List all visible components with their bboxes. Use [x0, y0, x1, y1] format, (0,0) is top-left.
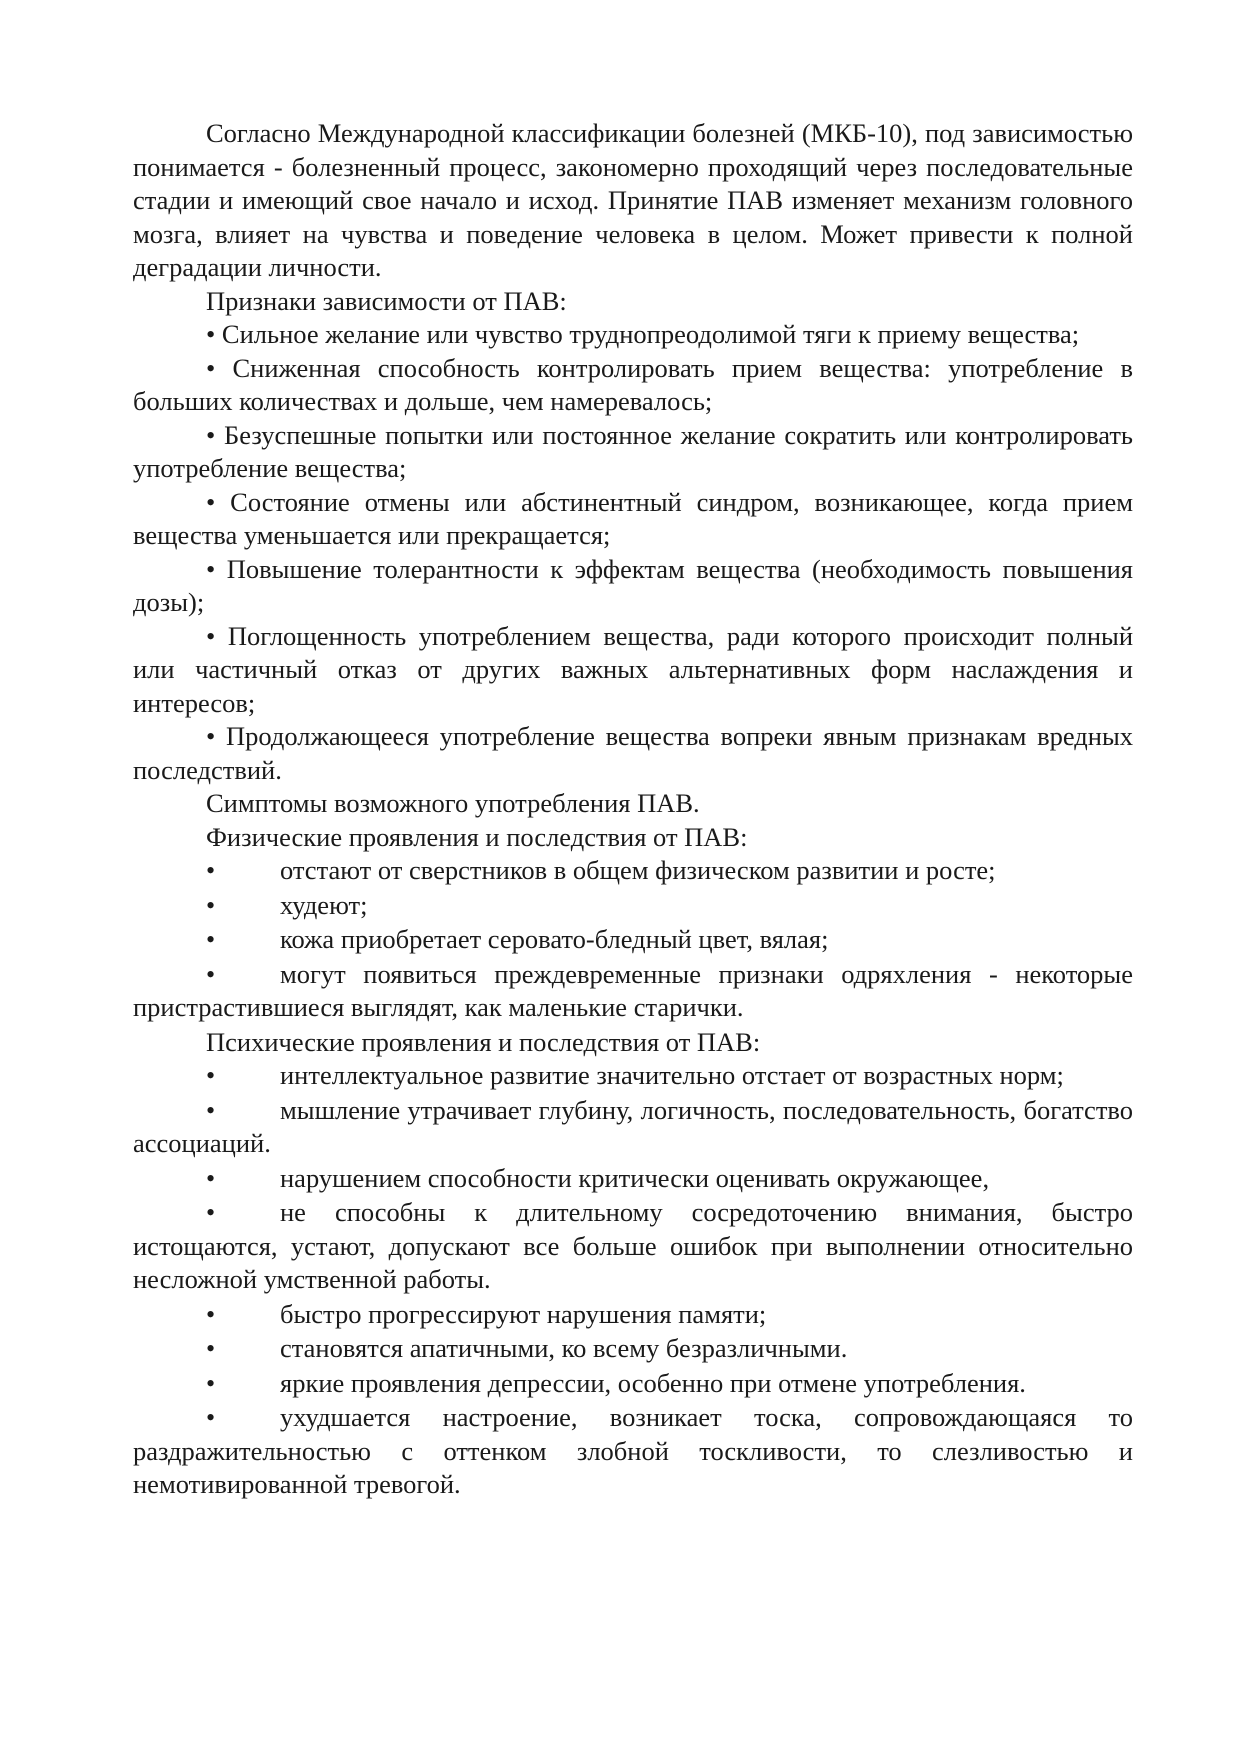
signs-heading: Признаки зависимости от ПАВ: — [206, 285, 567, 316]
mental-heading: Психические проявления и последствия от ПАВ: — [206, 1026, 761, 1057]
bullet-icon: • — [206, 1403, 216, 1432]
mental-item-text: мышление утрачивает глубину, логичность, последовательность, богатство ассоциаций. — [133, 1094, 1133, 1158]
bullet-icon: • — [206, 959, 216, 989]
bullet-icon: • — [206, 1334, 216, 1363]
mental-item-text: становятся апатичными, ко всему безразличными. — [280, 1333, 848, 1363]
sign-item: • Состояние отмены или абстинентный синдром, возникающее, когда прием вещества уменьшается или прекращается; — [133, 486, 1133, 550]
mental-item-text: яркие проявления депрессии, особенно при отмене употребления. — [280, 1367, 1026, 1398]
physical-item — [133, 958, 1133, 1025]
mental-item — [133, 1367, 1133, 1401]
document-page — [133, 117, 1133, 1503]
mental-item-text: не способны к длительному сосредоточению внимания, быстро истощаются, устают, допускают все больше ошибок при выполнении относительно несложной умственной работы. — [133, 1197, 1133, 1294]
intro-paragraph: Согласно Международной классификации болезней (МКБ-10), под зависимостью понимается - болезненный процесс, закономерно проходящий через последовательные стадии и имеющий свое начало и исход. Принятие ПАВ изменяет механизм головного мозга, влияет на чувства и поведение человека в целом. Может привести к полной деградации личности. — [133, 118, 1133, 282]
mental-item — [133, 1059, 1133, 1093]
bullet-icon: • — [206, 1368, 216, 1398]
sign-item: • Сильное желание или чувство труднопреодолимой тяги к приему вещества; — [206, 319, 1080, 349]
bullet-icon: • — [206, 925, 216, 954]
physical-item — [133, 889, 1133, 923]
mental-item — [133, 1196, 1133, 1297]
mental-item-text: ухудшается настроение, возникает тоска, сопровождающаяся то раздражительностью с оттенком злобной тоскливости, то слезливостью и немотивированной тревогой. — [133, 1402, 1133, 1499]
sign-item: • Продолжающееся употребление вещества вопреки явным признакам вредных последствий. — [133, 721, 1133, 785]
mental-item — [133, 1094, 1133, 1161]
sign-item: • Повышение толерантности к эффектам вещества (необходимость повышения дозы); — [133, 553, 1133, 617]
physical-heading: Физические проявления и последствия от ПАВ: — [206, 821, 748, 852]
bullet-icon: • — [206, 1095, 216, 1125]
bullet-icon: • — [206, 1163, 216, 1193]
symptoms-heading: Симптомы возможного употребления ПАВ. — [206, 788, 700, 818]
sign-item: • Поглощенность употреблением вещества, ради которого происходит полный или частичный отказ от других важных альтернативных форм наслаждения и интересов; — [133, 620, 1133, 718]
bullet-icon: • — [206, 856, 216, 885]
bullet-icon: • — [206, 1299, 216, 1329]
physical-item-text: кожа приобретает серовато-бледный цвет, вялая; — [280, 924, 829, 954]
sign-item: • Безуспешные попытки или постоянное желание сократить или контролировать употребление вещества; — [133, 419, 1133, 483]
physical-item — [133, 923, 1133, 957]
physical-item-text: худеют; — [280, 889, 368, 920]
mental-item — [133, 1162, 1133, 1196]
physical-item-text: могут появиться преждевременные признаки одряхления - некоторые пристрастившиеся выглядят, как маленькие старички. — [133, 958, 1133, 1022]
bullet-icon: • — [206, 1198, 216, 1227]
mental-item-text: интеллектуальное развитие значительно отстает от возрастных норм; — [280, 1060, 1064, 1090]
bullet-icon: • — [206, 890, 216, 920]
mental-item-text: нарушением способности критически оценивать окружающее, — [280, 1162, 990, 1193]
physical-item-text: отстают от сверстников в общем физическом развитии и росте; — [280, 855, 996, 885]
bullet-icon: • — [206, 1061, 216, 1090]
mental-item — [133, 1298, 1133, 1332]
sign-item: • Сниженная способность контролировать прием вещества: употребление в больших количествах и дольше, чем намеревалось; — [133, 352, 1133, 416]
mental-item — [133, 1401, 1133, 1502]
physical-item — [133, 854, 1133, 888]
mental-item-text: быстро прогрессируют нарушения памяти; — [280, 1298, 767, 1329]
mental-item — [133, 1332, 1133, 1366]
